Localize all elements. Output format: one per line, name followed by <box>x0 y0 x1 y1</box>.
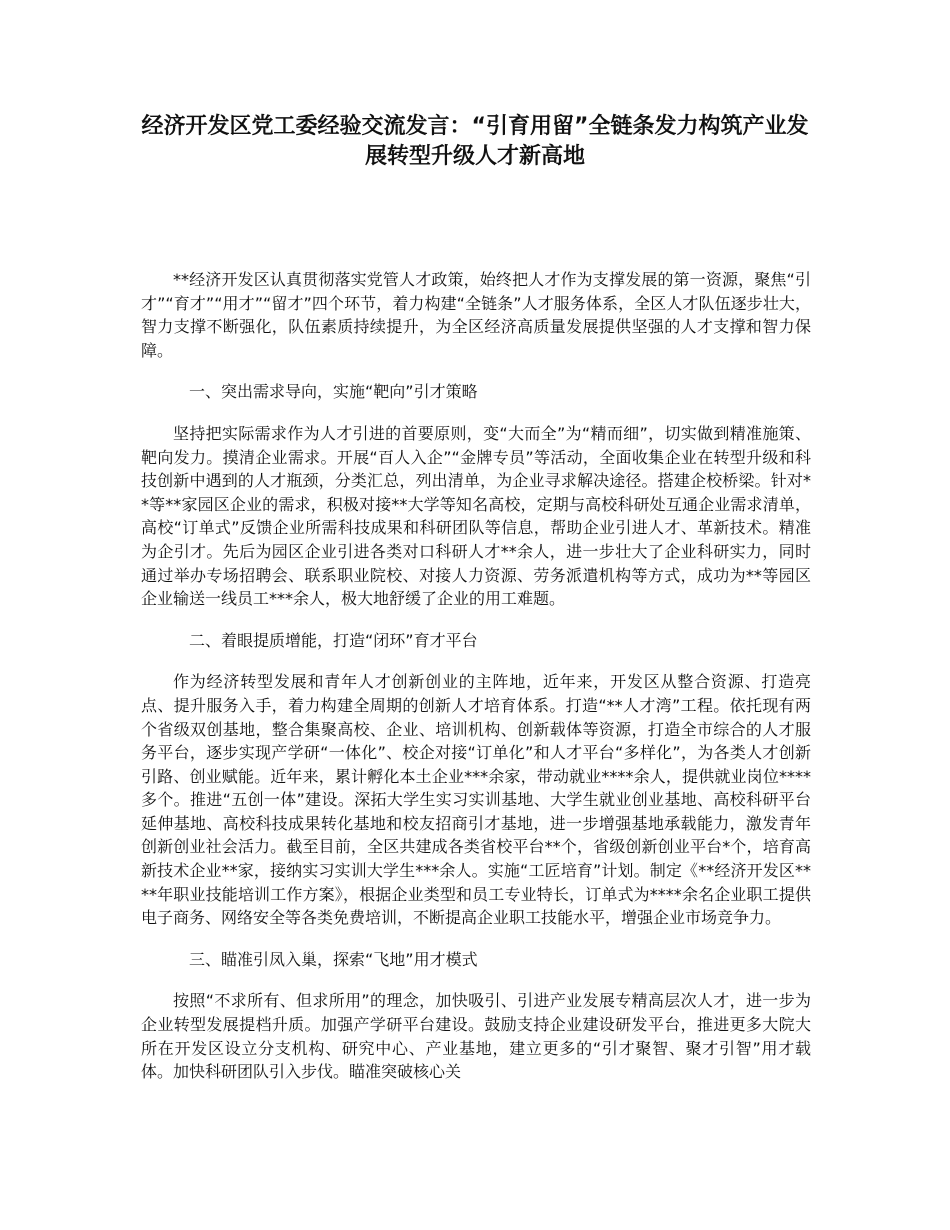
document-title: 经济开发区党工委经验交流发言：“引育用留”全链条发力构筑产业发展转型升级人才新高地 <box>141 114 809 169</box>
section-paragraph-3: 按照“不求所有、但求所用”的理念，加快吸引、引进产业发展专精高层次人才，进一步为企业转型发展提档升质。加强产学研平台建设。鼓励支持企业建设研发平台，推进更多大院大所在开发区设立分支机构、研究中心、产业基地，建立更多的“引才聚智、聚才引智”用才载体。加快科研团队引入步伐。瞄准突破核心关 <box>141 991 811 1082</box>
section-heading-1: 一、突出需求导向，实施“靶向”引才策略 <box>189 382 478 402</box>
section-heading-2: 二、着眼提质增能，打造“闭环”育才平台 <box>189 630 478 650</box>
section-heading-3: 三、瞄准引凤入巢，探索“飞地”用才模式 <box>189 949 478 969</box>
section-paragraph-1: 坚持把实际需求作为人才引进的首要原则，变“大而全”为“精而细”，切实做到精准施策、靶向发力。摸清企业需求。开展“百人入企”“金牌专员”等活动，全面收集企业在转型升级和科技创新中遇到的人才瓶颈，分类汇总，列出清单，为企业寻求解决途径。搭建企校桥梁。针对**等**家园区企业的需求，积极对接**大学等知名高校，定期与高校科研处互通企业需求清单，高校“订单式”反馈企业所需科技成果和科研团队等信息，帮助企业引进人才、革新技术。精准为企引才。先后为园区企业引进各类对口科研人才**余人，进一步壮大了企业科研实力，同时通过举办专场招聘会、联系职业院校、对接人力资源、劳务派遣机构等方式，成功为**等园区企业输送一线员工***余人，极大地舒缓了企业的用工难题。 <box>141 423 811 609</box>
section-paragraph-2: 作为经济转型发展和青年人才创新创业的主阵地，近年来，开发区从整合资源、打造亮点、提升服务入手，着力构建全周期的创新人才培育体系。打造“**人才湾”工程。依托现有两个省级双创基地，整合集聚高校、企业、培训机构、创新载体等资源，打造全市综合的人才服务平台，逐步实现产学研“一体化”、校企对接“订单化”和人才平台“多样化”，为各类人才创新引路、创业赋能。近年来，累计孵化本土企业***余家，带动就业****余人，提供就业岗位****多个。推进“五创一体”建设。深拓大学生实习实训基地、大学生就业创业基地、高校科研平台延伸基地、高校科技成果转化基地和校友招商引才基地，进一步增强基地承载能力，激发青年创新创业社会活力。截至目前，全区共建成各类省校平台**个，省级创新创业平台*个，培育高新技术企业**家，接纳实习实训大学生***余人。实施“工匠培育”计划。制定《**经济开发区****年职业技能培训工作方案》，根据企业类型和员工专业特长，订单式为****余名企业职工提供电子商务、网络安全等各类免费培训，不断提高企业职工技能水平，增强企业市场竞争力。 <box>141 672 811 928</box>
document-body <box>141 268 811 1102</box>
intro-paragraph: **经济开发区认真贯彻落实党管人才政策，始终把人才作为支撑发展的第一资源，聚焦“引才”“育才”“用才”“留才”四个环节，着力构建“全链条”人才服务体系，全区人才队伍逐步壮大，智力支撑不断强化，队伍素质持续提升，为全区经济高质量发展提供坚强的人才支撑和智力保障。 <box>141 270 811 360</box>
